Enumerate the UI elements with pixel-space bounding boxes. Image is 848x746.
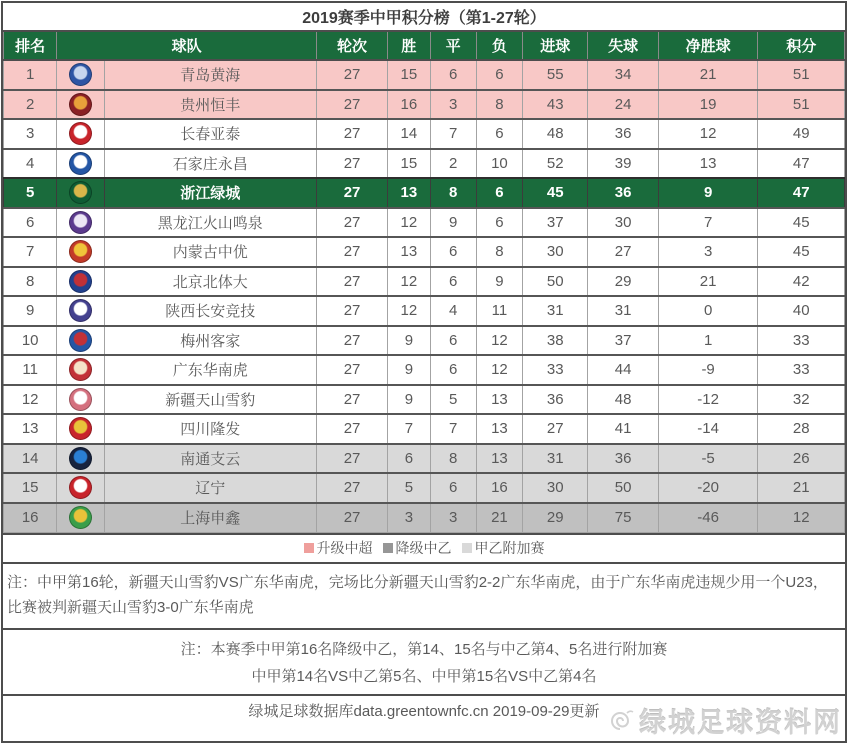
team-name-cell: 上海申鑫	[104, 503, 316, 533]
rank-cell: 16	[4, 503, 57, 533]
team-row	[4, 444, 845, 474]
rank-cell: 15	[4, 473, 57, 503]
win-cell: 5	[388, 473, 430, 503]
draw-cell: 3	[430, 90, 476, 120]
ga-cell: 36	[588, 178, 658, 208]
gd-cell: -20	[658, 473, 758, 503]
logo-cell	[57, 208, 104, 238]
ga-cell: 37	[588, 326, 658, 356]
team-logo	[69, 122, 92, 145]
team-name-cell: 内蒙古中优	[104, 237, 316, 267]
logo-cell	[57, 60, 104, 90]
rank-cell: 4	[4, 149, 57, 179]
team-row	[4, 385, 845, 415]
win-cell: 9	[388, 326, 430, 356]
legend-swatch-icon	[304, 543, 314, 553]
logo-cell	[57, 178, 104, 208]
gd-cell: 0	[658, 296, 758, 326]
team-row	[4, 178, 845, 208]
legend-label: 降级中乙	[395, 540, 452, 556]
team-name-cell: 青岛黄海	[104, 60, 316, 90]
win-cell: 9	[388, 385, 430, 415]
team-name-cell: 南通支云	[104, 444, 316, 474]
gf-cell: 52	[523, 149, 588, 179]
team-logo	[69, 270, 92, 293]
win-cell: 13	[388, 237, 430, 267]
col-header-gd: 净胜球	[658, 31, 758, 60]
pts-cell: 49	[758, 119, 845, 149]
table-frame	[1, 1, 847, 743]
gf-cell: 29	[523, 503, 588, 533]
gf-cell: 30	[523, 237, 588, 267]
zone-legend	[3, 533, 845, 562]
loss-cell: 6	[476, 178, 522, 208]
ga-cell: 27	[588, 237, 658, 267]
team-row	[4, 473, 845, 503]
draw-cell: 6	[430, 60, 476, 90]
ga-cell: 30	[588, 208, 658, 238]
draw-cell: 2	[430, 149, 476, 179]
loss-cell: 12	[476, 355, 522, 385]
logo-cell	[57, 267, 104, 297]
rank-cell: 10	[4, 326, 57, 356]
loss-cell: 6	[476, 60, 522, 90]
draw-cell: 7	[430, 414, 476, 444]
col-header-team: 球队	[57, 31, 317, 60]
team-logo	[69, 152, 92, 175]
gd-cell: 21	[658, 60, 758, 90]
gf-cell: 50	[523, 267, 588, 297]
source-footer: 绿城足球数据库data.greentownfc.cn 2019-09-29更新	[3, 694, 845, 725]
rank-cell: 2	[4, 90, 57, 120]
watermark-text: 绿城足球资料网	[639, 708, 842, 738]
pts-cell: 45	[758, 237, 845, 267]
rank-cell: 11	[4, 355, 57, 385]
team-name-cell: 北京北体大	[104, 267, 316, 297]
team-logo	[69, 211, 92, 234]
draw-cell: 6	[430, 355, 476, 385]
draw-cell: 9	[430, 208, 476, 238]
rank-cell: 1	[4, 60, 57, 90]
team-logo	[69, 447, 92, 470]
pts-cell: 40	[758, 296, 845, 326]
standings-table	[3, 30, 845, 533]
gd-cell: 1	[658, 326, 758, 356]
gd-cell: -5	[658, 444, 758, 474]
pts-cell: 33	[758, 355, 845, 385]
team-row	[4, 296, 845, 326]
team-logo	[69, 299, 92, 322]
team-name-cell: 浙江绿城	[104, 178, 316, 208]
rank-cell: 13	[4, 414, 57, 444]
loss-cell: 16	[476, 473, 522, 503]
rank-cell: 3	[4, 119, 57, 149]
gf-cell: 27	[523, 414, 588, 444]
rounds-cell: 27	[316, 90, 387, 120]
draw-cell: 6	[430, 326, 476, 356]
gd-cell: 7	[658, 208, 758, 238]
team-name-cell: 新疆天山雪豹	[104, 385, 316, 415]
ga-cell: 31	[588, 296, 658, 326]
gf-cell: 30	[523, 473, 588, 503]
legend-item	[383, 538, 452, 558]
loss-cell: 13	[476, 385, 522, 415]
logo-cell	[57, 119, 104, 149]
draw-cell: 8	[430, 444, 476, 474]
legend-swatch-icon	[462, 543, 472, 553]
gf-cell: 55	[523, 60, 588, 90]
team-logo	[69, 476, 92, 499]
logo-cell	[57, 90, 104, 120]
ga-cell: 29	[588, 267, 658, 297]
rank-cell: 9	[4, 296, 57, 326]
ga-cell: 39	[588, 149, 658, 179]
draw-cell: 6	[430, 267, 476, 297]
team-name-cell: 四川隆发	[104, 414, 316, 444]
col-header-draw: 平	[430, 31, 476, 60]
pts-cell: 32	[758, 385, 845, 415]
rounds-cell: 27	[316, 149, 387, 179]
ga-cell: 75	[588, 503, 658, 533]
team-logo	[69, 93, 92, 116]
rounds-cell: 27	[316, 503, 387, 533]
team-name-cell: 石家庄永昌	[104, 149, 316, 179]
team-name-cell: 辽宁	[104, 473, 316, 503]
gf-cell: 45	[523, 178, 588, 208]
col-header-loss: 负	[476, 31, 522, 60]
gd-cell: 3	[658, 237, 758, 267]
loss-cell: 10	[476, 149, 522, 179]
page-title: 2019赛季中甲积分榜（第1-27轮）	[3, 3, 845, 30]
pts-cell: 42	[758, 267, 845, 297]
win-cell: 9	[388, 355, 430, 385]
win-cell: 15	[388, 149, 430, 179]
ga-cell: 36	[588, 444, 658, 474]
gf-cell: 48	[523, 119, 588, 149]
gf-cell: 33	[523, 355, 588, 385]
note-playoff-pairings-line: 中甲第14名VS中乙第5名、中甲第15名VS中乙第4名	[251, 667, 597, 685]
win-cell: 16	[388, 90, 430, 120]
gd-cell: -12	[658, 385, 758, 415]
team-name-cell: 贵州恒丰	[104, 90, 316, 120]
ga-cell: 48	[588, 385, 658, 415]
pts-cell: 51	[758, 90, 845, 120]
gf-cell: 31	[523, 444, 588, 474]
team-name-cell: 黑龙江火山鸣泉	[104, 208, 316, 238]
rounds-cell: 27	[316, 473, 387, 503]
loss-cell: 11	[476, 296, 522, 326]
gf-cell: 38	[523, 326, 588, 356]
loss-cell: 9	[476, 267, 522, 297]
team-logo	[69, 388, 92, 411]
logo-cell	[57, 296, 104, 326]
win-cell: 13	[388, 178, 430, 208]
ga-cell: 36	[588, 119, 658, 149]
note-u23-penalty: 注：中甲第16轮，新疆天山雪豹VS广东华南虎，完场比分新疆天山雪豹2-2广东华南虎，由于广东华南虎违规少用一个U23，比赛被判新疆天山雪豹3-0广东华南虎	[3, 562, 845, 628]
draw-cell: 4	[430, 296, 476, 326]
ga-cell: 34	[588, 60, 658, 90]
win-cell: 7	[388, 414, 430, 444]
ga-cell: 41	[588, 414, 658, 444]
rank-cell: 8	[4, 267, 57, 297]
logo-cell	[57, 414, 104, 444]
team-row	[4, 326, 845, 356]
rounds-cell: 27	[316, 178, 387, 208]
gd-cell: -9	[658, 355, 758, 385]
col-header-win: 胜	[388, 31, 430, 60]
rounds-cell: 27	[316, 326, 387, 356]
gd-cell: 19	[658, 90, 758, 120]
team-row	[4, 355, 845, 385]
rounds-cell: 27	[316, 60, 387, 90]
ga-cell: 24	[588, 90, 658, 120]
rounds-cell: 27	[316, 444, 387, 474]
team-name-cell: 长春亚泰	[104, 119, 316, 149]
gd-cell: -46	[658, 503, 758, 533]
logo-cell	[57, 237, 104, 267]
rounds-cell: 27	[316, 237, 387, 267]
team-logo	[69, 181, 92, 204]
logo-cell	[57, 326, 104, 356]
legend-label: 升级中超	[316, 540, 373, 556]
draw-cell: 5	[430, 385, 476, 415]
rounds-cell: 27	[316, 414, 387, 444]
note-relegation-line: 注：本赛季中甲第16名降级中乙，第14、15名与中乙第4、5名进行附加赛	[180, 640, 668, 658]
legend-swatch-icon	[383, 543, 393, 553]
team-row	[4, 90, 845, 120]
team-name-cell: 陕西长安竞技	[104, 296, 316, 326]
team-row	[4, 60, 845, 90]
gf-cell: 31	[523, 296, 588, 326]
legend-label: 甲乙附加赛	[474, 540, 545, 556]
logo-cell	[57, 473, 104, 503]
loss-cell: 12	[476, 326, 522, 356]
loss-cell: 13	[476, 414, 522, 444]
loss-cell: 8	[476, 90, 522, 120]
draw-cell: 7	[430, 119, 476, 149]
team-logo	[69, 329, 92, 352]
pts-cell: 51	[758, 60, 845, 90]
col-header-pts: 积分	[758, 31, 845, 60]
win-cell: 12	[388, 267, 430, 297]
pts-cell: 28	[758, 414, 845, 444]
loss-cell: 6	[476, 119, 522, 149]
team-name-cell: 梅州客家	[104, 326, 316, 356]
legend-item	[304, 538, 373, 558]
team-logo	[69, 506, 92, 529]
team-name-cell: 广东华南虎	[104, 355, 316, 385]
col-header-ga: 失球	[588, 31, 658, 60]
win-cell: 3	[388, 503, 430, 533]
ga-cell: 44	[588, 355, 658, 385]
pts-cell: 12	[758, 503, 845, 533]
col-header-gf: 进球	[523, 31, 588, 60]
win-cell: 15	[388, 60, 430, 90]
team-row	[4, 119, 845, 149]
team-row	[4, 267, 845, 297]
loss-cell: 21	[476, 503, 522, 533]
legend-item	[462, 538, 545, 558]
pts-cell: 47	[758, 149, 845, 179]
gd-cell: 21	[658, 267, 758, 297]
loss-cell: 13	[476, 444, 522, 474]
win-cell: 12	[388, 208, 430, 238]
team-row	[4, 503, 845, 533]
team-logo	[69, 63, 92, 86]
win-cell: 14	[388, 119, 430, 149]
gd-cell: 12	[658, 119, 758, 149]
gd-cell: 9	[658, 178, 758, 208]
gd-cell: -14	[658, 414, 758, 444]
loss-cell: 6	[476, 208, 522, 238]
rounds-cell: 27	[316, 355, 387, 385]
rounds-cell: 27	[316, 267, 387, 297]
pts-cell: 33	[758, 326, 845, 356]
win-cell: 6	[388, 444, 430, 474]
logo-cell	[57, 503, 104, 533]
logo-cell	[57, 385, 104, 415]
draw-cell: 6	[430, 473, 476, 503]
col-header-rank: 排名	[4, 31, 57, 60]
rounds-cell: 27	[316, 208, 387, 238]
draw-cell: 6	[430, 237, 476, 267]
col-header-rounds: 轮次	[316, 31, 387, 60]
rounds-cell: 27	[316, 385, 387, 415]
rank-cell: 7	[4, 237, 57, 267]
logo-cell	[57, 149, 104, 179]
pts-cell: 21	[758, 473, 845, 503]
win-cell: 12	[388, 296, 430, 326]
pts-cell: 26	[758, 444, 845, 474]
header-row	[4, 31, 845, 60]
draw-cell: 3	[430, 503, 476, 533]
loss-cell: 8	[476, 237, 522, 267]
team-row	[4, 149, 845, 179]
draw-cell: 8	[430, 178, 476, 208]
gf-cell: 36	[523, 385, 588, 415]
rounds-cell: 27	[316, 119, 387, 149]
gd-cell: 13	[658, 149, 758, 179]
ga-cell: 50	[588, 473, 658, 503]
rank-cell: 14	[4, 444, 57, 474]
rank-cell: 6	[4, 208, 57, 238]
team-row	[4, 208, 845, 238]
rounds-cell: 27	[316, 296, 387, 326]
pts-cell: 47	[758, 178, 845, 208]
team-logo	[69, 240, 92, 263]
team-logo	[69, 358, 92, 381]
gf-cell: 37	[523, 208, 588, 238]
team-row	[4, 414, 845, 444]
team-row	[4, 237, 845, 267]
team-logo	[69, 417, 92, 440]
logo-cell	[57, 444, 104, 474]
logo-cell	[57, 355, 104, 385]
note-relegation-playoff	[3, 628, 845, 694]
rank-cell: 5	[4, 178, 57, 208]
pts-cell: 45	[758, 208, 845, 238]
rank-cell: 12	[4, 385, 57, 415]
gf-cell: 43	[523, 90, 588, 120]
